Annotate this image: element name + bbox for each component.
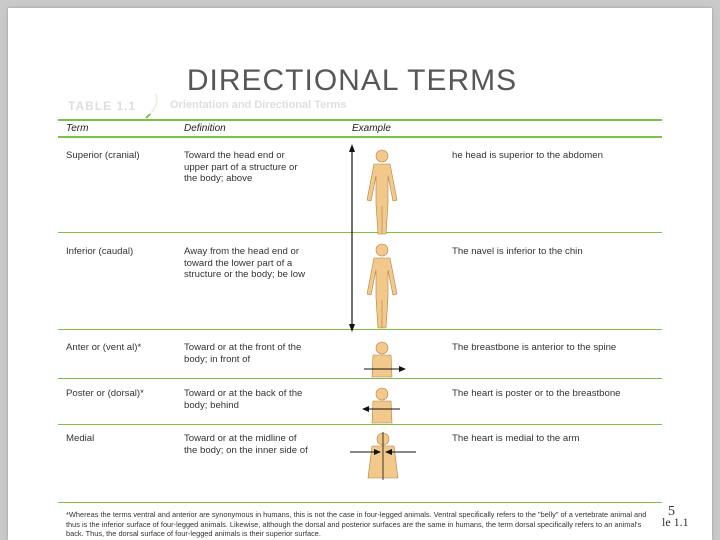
- row-definition-anterior: Toward or at the front of the body; in front of: [184, 342, 302, 365]
- row-example-inferior: The navel is inferior to the chin: [452, 246, 583, 257]
- title-band: [12, 14, 692, 114]
- table-image: [58, 92, 662, 540]
- header-bottom-rule: [58, 136, 662, 138]
- figure-reference: le 1.1: [662, 515, 689, 529]
- row-example-superior: he head is superior to the abdomen: [452, 150, 603, 161]
- header-top-rule: [58, 119, 662, 121]
- anterior-figure-illustration: [356, 339, 416, 379]
- row-definition-inferior: Away from the head end or toward the lower part of a structure or the body; be low: [184, 246, 306, 280]
- row-term-posterior: Poster or (dorsal)*: [66, 388, 144, 399]
- row-definition-posterior: Toward or at the back of the body; behind: [184, 388, 303, 411]
- row-example-posterior: The heart is poster or to the breastbone: [452, 388, 621, 399]
- medial-figure-illustration: [348, 430, 418, 480]
- superior-inferior-figures-illustration: [342, 142, 422, 332]
- row-example-medial: The heart is medial to the arm: [452, 433, 580, 444]
- column-header-example: Example: [352, 123, 391, 134]
- slide-title: DIRECTIONAL TERMS: [186, 64, 518, 97]
- page-number: 5: [668, 504, 675, 519]
- row-definition-superior: Toward the head end or upper part of a structure or the body; above: [184, 150, 298, 184]
- row-example-anterior: The breastbone is anterior to the spine: [452, 342, 617, 353]
- row-term-medial: Medial: [66, 433, 95, 444]
- row-definition-medial: Toward or at the midline of the body; on the inner side of: [184, 433, 308, 456]
- column-header-definition: Definition: [184, 123, 226, 134]
- row-term-superior: Superior (cranial): [66, 150, 140, 161]
- table-footnote: *Whereas the terms ventral and anterior are synonymous in humans, this is not the case in four-legged animals. Ventral specifically refers to the "belly" of a vertebrate animal and thus is the inferior surface of four-legged animals. Likewise, although the dorsal and posterior surfaces are the same in humans, the term dorsal specifically refers to an animal's back. Thus, the dorsal surface of four-legged animals is their superior surface.: [66, 510, 647, 538]
- row-term-inferior: Inferior (caudal): [66, 246, 134, 257]
- column-header-term: Term: [66, 123, 89, 134]
- footnote-rule: [58, 502, 662, 503]
- row-term-anterior: Anter or (vent al)*: [66, 342, 142, 353]
- posterior-figure-illustration: [356, 385, 416, 425]
